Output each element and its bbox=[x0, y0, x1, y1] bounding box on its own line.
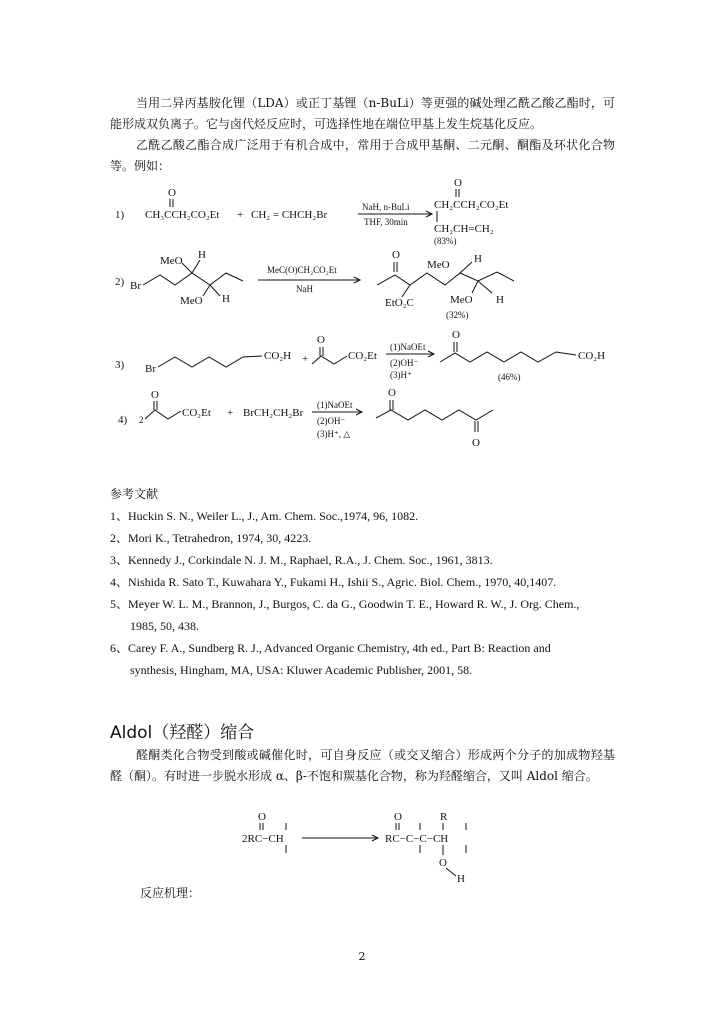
reaction-3-plus: + bbox=[302, 353, 309, 365]
aldol-eq-oh-h: H bbox=[457, 873, 465, 885]
reaction-4-reagent-2: (2)OH⁻ bbox=[317, 416, 346, 426]
reference-item: 3、Kennedy J., Corkindale N. J. M., Raphael, R.A., J. Chem. Soc., 1961, 3813. bbox=[110, 553, 493, 567]
reaction-4-product-o-2: O bbox=[472, 437, 480, 449]
reaction-4-coefficient: 2 bbox=[139, 415, 144, 425]
reaction-2-reagent-top: MeC(O)CH₂CO₂Et bbox=[267, 265, 337, 275]
reaction-1-product-top: CH₂CCH₂CO₂Et bbox=[434, 199, 509, 211]
reference-item: 1、Huckin S. N., Weiler L., J., Am. Chem. Soc.,1974, 96, 1082. bbox=[110, 509, 419, 523]
reaction-1-reactant-b: CH₂ = CHCH₂Br bbox=[251, 209, 328, 221]
reaction-1-product-bottom: CH₂CH=CH₂ bbox=[434, 223, 494, 235]
reaction-4-ketone-o: O bbox=[151, 389, 159, 401]
aldol-paragraph: 醛酮类化合物受到酸或碱催化时，可自身反应（或交叉缩合）形成两个分子的加成物羟基醛（酮）。有时进一步脱水形成 α、β-不饱和羰基化合物，称为羟醛缩合，又叫 Aldol 缩合。 bbox=[110, 748, 615, 783]
reference-item-continuation: 1985, 50, 438. bbox=[130, 619, 199, 633]
aldol-eq-left: 2RC−CH bbox=[242, 833, 284, 845]
reaction-1-plus: + bbox=[237, 209, 244, 221]
reference-item: 4、Nishida R. Sato T., Kuwahara Y., Fukami H., Ishii S., Agric. Biol. Chem., 1970, 40,1407. bbox=[110, 575, 557, 589]
reaction-2-product-h-2: H bbox=[496, 294, 504, 306]
reaction-1-yield: (83%) bbox=[434, 236, 457, 246]
reaction-2-meo-2: MeO bbox=[180, 295, 203, 307]
aldol-eq-o2: O bbox=[394, 811, 402, 823]
reaction-4-ester: CO₂Et bbox=[182, 407, 211, 419]
reaction-4-product-o-1: O bbox=[388, 387, 396, 399]
section-heading: Aldol（羟醛）缩合 bbox=[110, 723, 255, 743]
page-number: 2 bbox=[358, 950, 366, 963]
reaction-3-reagent-3: (3)H⁺ bbox=[390, 370, 412, 380]
reaction-4-reactant-b: BrCH₂CH₂Br bbox=[243, 407, 304, 419]
reference-item: 6、Carey F. A., Sundberg R. J., Advanced Organic Chemistry, 4th ed., Part B: Reaction and bbox=[110, 641, 551, 655]
reaction-2-reagent-bottom: NaH bbox=[296, 284, 313, 294]
reaction-2-product-ester: EtO₂C bbox=[385, 297, 414, 309]
reaction-3-product-acid: CO₂H bbox=[578, 350, 606, 362]
intro-paragraph-2: 乙酰乙酸乙酯合成广泛用于有机合成中，常用于合成甲基酮、二元酮、酮酯及环状化合物等。例如： bbox=[110, 138, 615, 173]
reference-item: 5、Meyer W. L. M., Brannon, J., Burgos, C. da G., Goodwin T. E., Howard R. W., J. Org. Chem., bbox=[110, 597, 580, 611]
reaction-4-reagent-3: (3)H⁺, △ bbox=[317, 429, 351, 439]
intro-paragraph-1: 当用二异丙基胺化锂（LDA）或正丁基锂（n-BuLi）等更强的碱处理乙酰乙酸乙酯时，可能形成双负离子。它与卤代烃反应时，可选择性地在端位甲基上发生烷基化反应。 bbox=[110, 96, 615, 131]
reaction-2-yield: (32%) bbox=[446, 310, 469, 320]
reaction-2-product-meo-1: MeO bbox=[427, 259, 450, 271]
reaction-2-product-o: O bbox=[392, 249, 400, 261]
reaction-3-ester: CO₂Et bbox=[348, 350, 377, 362]
reaction-3-yield: (46%) bbox=[498, 372, 521, 382]
reference-item-continuation: synthesis, Hingham, MA, USA: Kluwer Academic Publisher, 2001, 58. bbox=[130, 663, 473, 677]
reaction-1-number: 1) bbox=[115, 209, 125, 221]
reaction-4-reagent-1: (1)NaOEt bbox=[317, 400, 353, 410]
reaction-2-br: Br bbox=[130, 280, 141, 292]
reaction-2-product-h-1: H bbox=[474, 253, 482, 265]
mechanism-label: 反应机理： bbox=[140, 886, 201, 900]
aldol-eq-right: RC−C−C−CH bbox=[385, 833, 449, 845]
reaction-1-reagent-bottom: THF, 30min bbox=[364, 217, 408, 227]
reaction-3-br: Br bbox=[145, 363, 156, 375]
reaction-2-number: 2) bbox=[115, 276, 125, 288]
reference-item: 2、Mori K., Tetrahedron, 1974, 30, 4223. bbox=[110, 531, 312, 545]
reaction-4-plus: + bbox=[227, 407, 234, 419]
reaction-2-meo-1: MeO bbox=[160, 255, 183, 267]
reaction-1-carbonyl-o: O bbox=[168, 187, 176, 199]
reaction-2-product-meo-2: MeO bbox=[450, 294, 473, 306]
references-title: 参考文献 bbox=[110, 487, 159, 501]
aldol-eq-o1: O bbox=[258, 811, 266, 823]
aldol-eq-oh-o: O bbox=[439, 857, 447, 869]
reaction-3-product-o: O bbox=[452, 329, 460, 341]
aldol-eq-r: R bbox=[440, 811, 448, 823]
reaction-3-acid: CO₂H bbox=[264, 350, 292, 362]
reaction-1-product-o: O bbox=[454, 177, 462, 189]
reaction-2-h-1: H bbox=[198, 249, 206, 261]
reaction-3-reagent-2: (2)OH⁻ bbox=[390, 358, 419, 368]
reaction-3-reagent-1: (1)NaOEt bbox=[390, 342, 426, 352]
reaction-4-number: 4) bbox=[118, 414, 128, 426]
reaction-1-reagent-top: NaH, n-BuLi bbox=[362, 202, 410, 212]
reaction-1-reactant-a: CH₃CCH₂CO₂Et bbox=[145, 209, 220, 221]
reaction-2-h-2: H bbox=[222, 293, 230, 305]
reaction-3-number: 3) bbox=[115, 359, 125, 371]
reaction-3-ketone-o: O bbox=[317, 334, 325, 346]
